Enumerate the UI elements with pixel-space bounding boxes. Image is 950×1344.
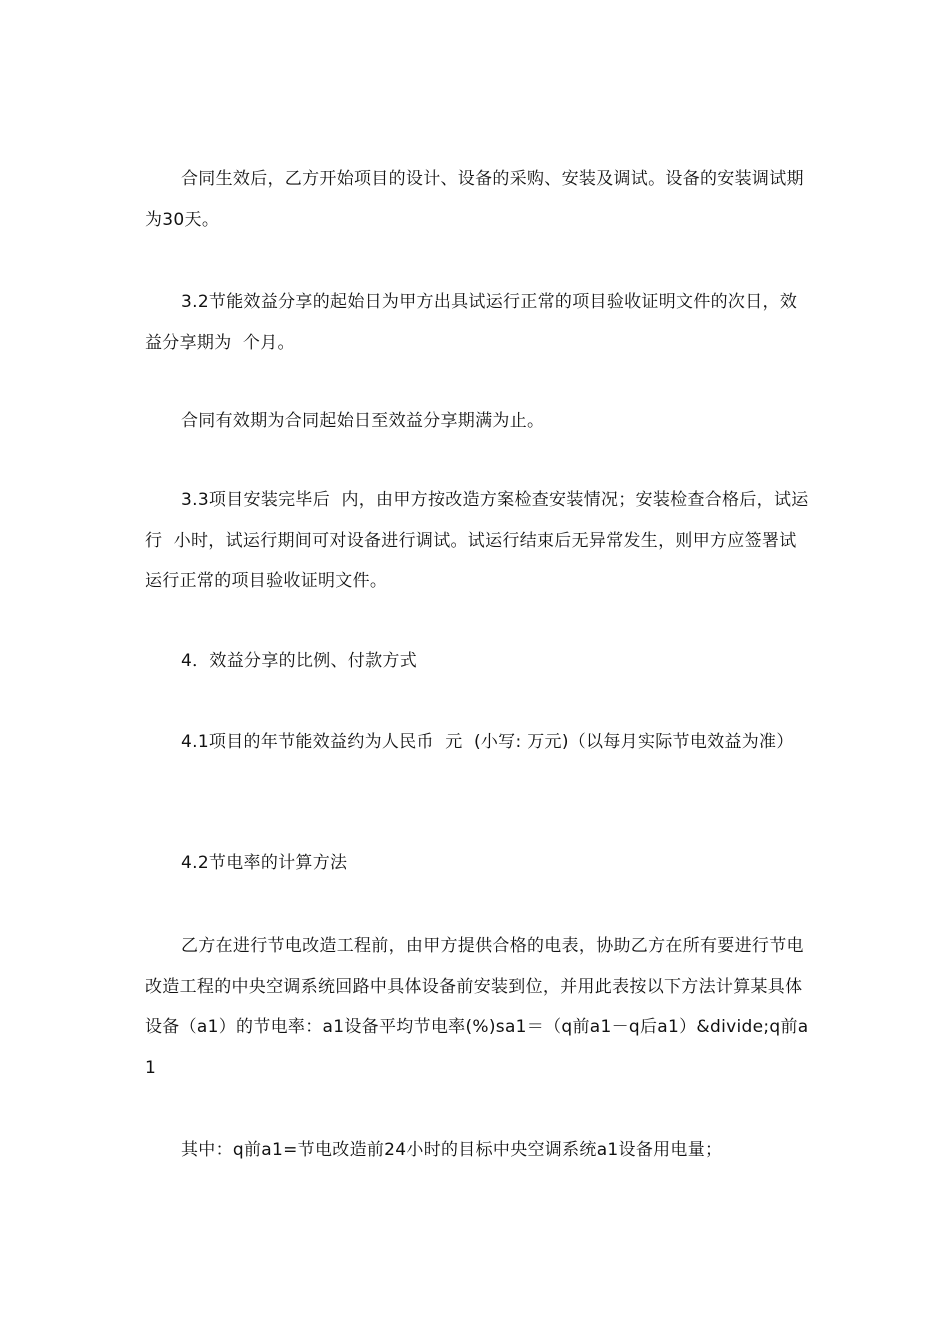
paragraph-installation-period: 合同生效后，乙方开始项目的设计、设备的采购、安装及调试。设备的安装调试期为30天。 xyxy=(145,169,804,230)
paragraph-3-2-benefit-sharing-start: 3.2节能效益分享的起始日为甲方出具试运行正常的项目验收证明文件的次日，效益分享期为 个月。 xyxy=(145,292,798,353)
heading-4-2-calculation-method: 4.2节电率的计算方法 xyxy=(181,853,348,873)
paragraph-power-saving-rate-formula: 乙方在进行节电改造工程前，由甲方提供合格的电表，协助乙方在所有要进行节电改造工程的中央空调系统回路中具体设备前安装到位，并用此表按以下方法计算某具体设备（a1）的节电率：a1设备平均节电率(%)sa1＝（q前a1－q后a1）&divide;q前a1 xyxy=(145,936,809,1078)
paragraph-4-1-annual-benefit: 4.1项目的年节能效益约为人民币 元 (小写: 万元)（以每月实际节电效益为准） xyxy=(181,732,794,752)
paragraph-contract-validity: 合同有效期为合同起始日至效益分享期满为止。 xyxy=(181,411,545,431)
paragraph-3-3-acceptance: 3.3项目安装完毕后 内，由甲方按改造方案检查安装情况；安装检查合格后，试运行 小时，试运行期间可对设备进行调试。试运行结束后无异常发生，则甲方应签署试运行正常的项目验收证明文件。 xyxy=(145,490,809,591)
heading-4-benefit-sharing: 4．效益分享的比例、付款方式 xyxy=(181,651,418,671)
paragraph-formula-definition: 其中：q前a1=节电改造前24小时的目标中央空调系统a1设备用电量； xyxy=(181,1140,723,1160)
